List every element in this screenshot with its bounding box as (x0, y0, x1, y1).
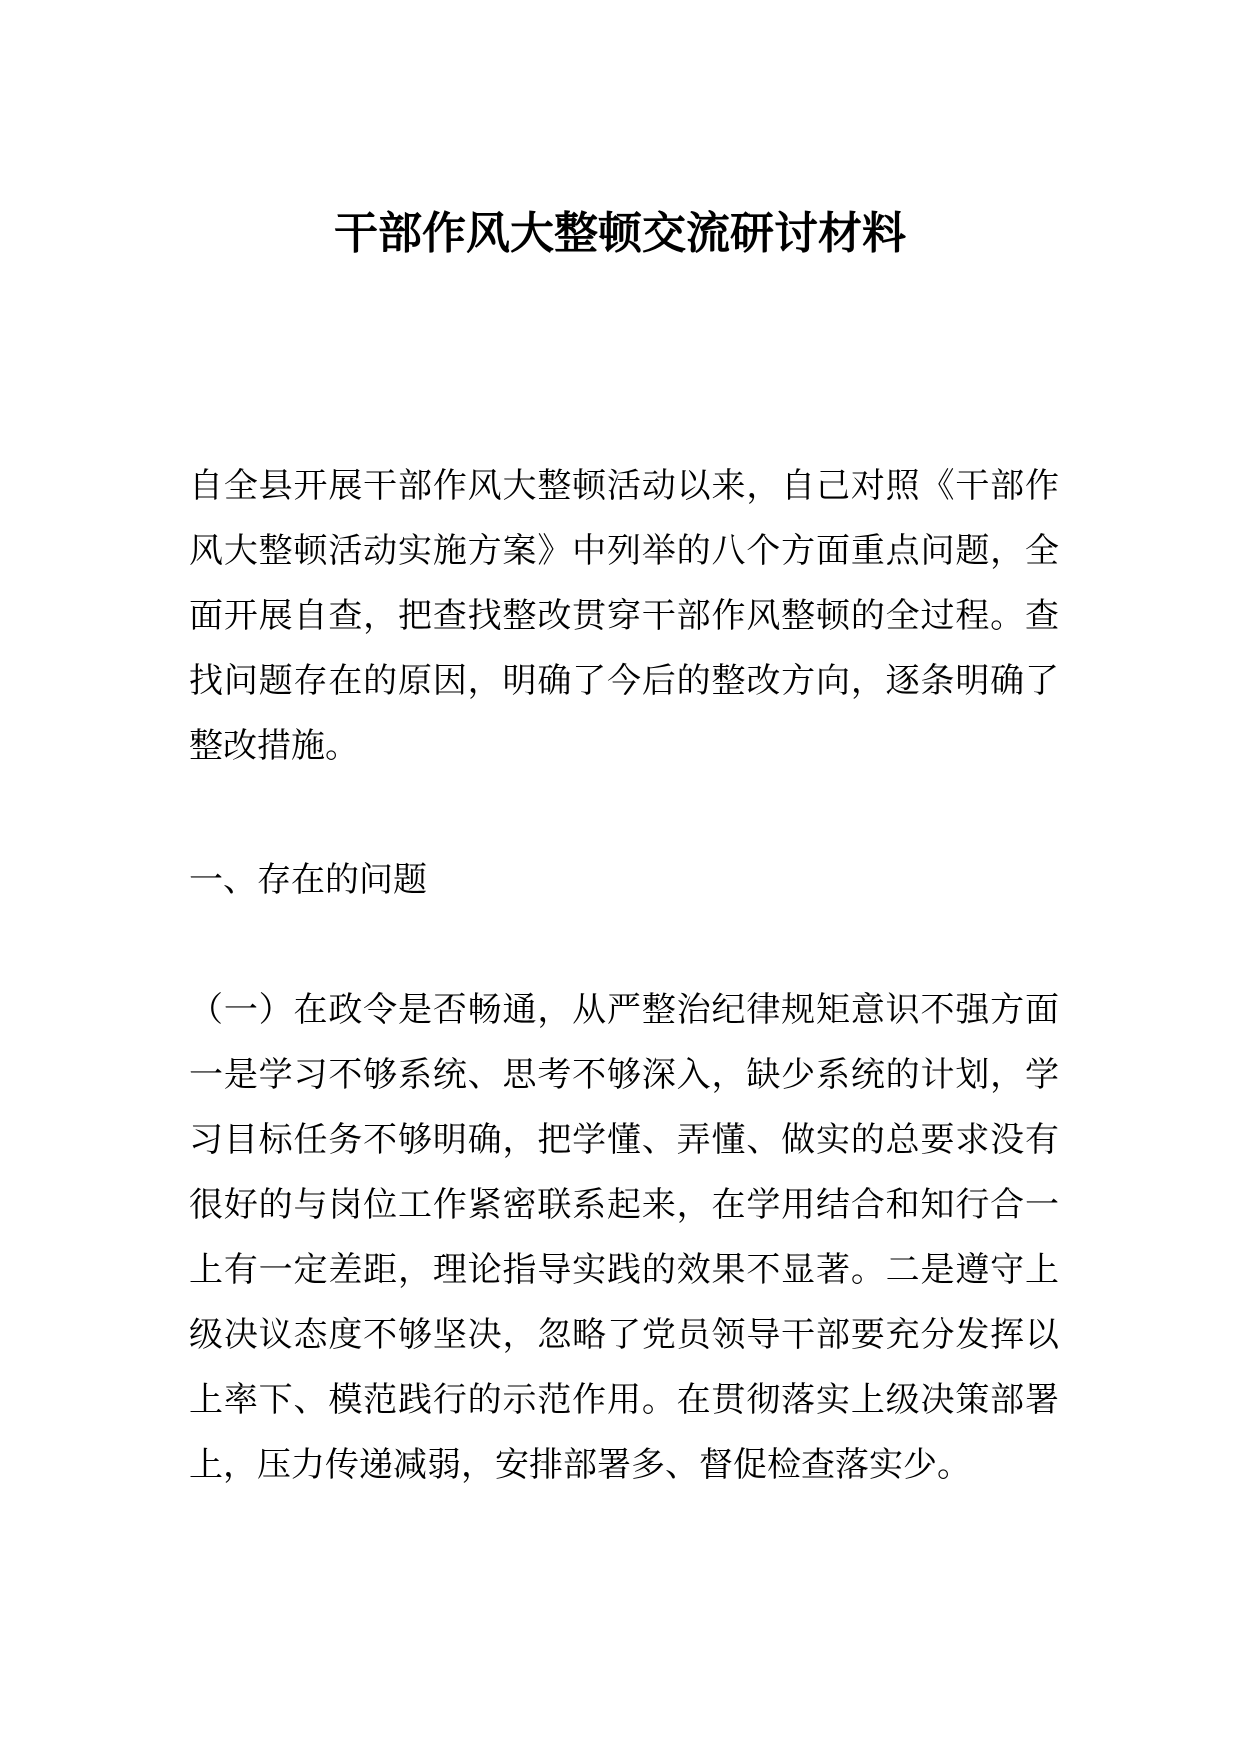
intro-paragraph: 自全县开展干部作风大整顿活动以来，自己对照《干部作风大整顿活动实施方案》中列举的八个方面重点问题，全面开展自查，把查找整改贯穿干部作风整顿的全过程。查找问题存在的原因，明确了今后的整改方向，逐条明确了整改措施。 (189, 466, 1059, 766)
section-paragraph-1: （一）在政令是否畅通，从严整治纪律规矩意识不强方面一是学习不够系统、思考不够深入，缺少系统的计划，学习目标任务不够明确，把学懂、弄懂、做实的总要求没有很好的与岗位工作紧密联系起来，在学用结合和知行合一上有一定差距，理论指导实践的效果不显著。二是遵守上级决议态度不够坚决，忽略了党员领导干部要充分发挥以上率下、模范践行的示范作用。在贯彻落实上级决策部署上，压力传递减弱，安排部署多、督促检查落实少。 (189, 990, 1059, 1485)
document-title: 干部作风大整顿交流研讨材料 (334, 208, 906, 259)
section-heading-problems: 一、存在的问题 (189, 860, 427, 900)
